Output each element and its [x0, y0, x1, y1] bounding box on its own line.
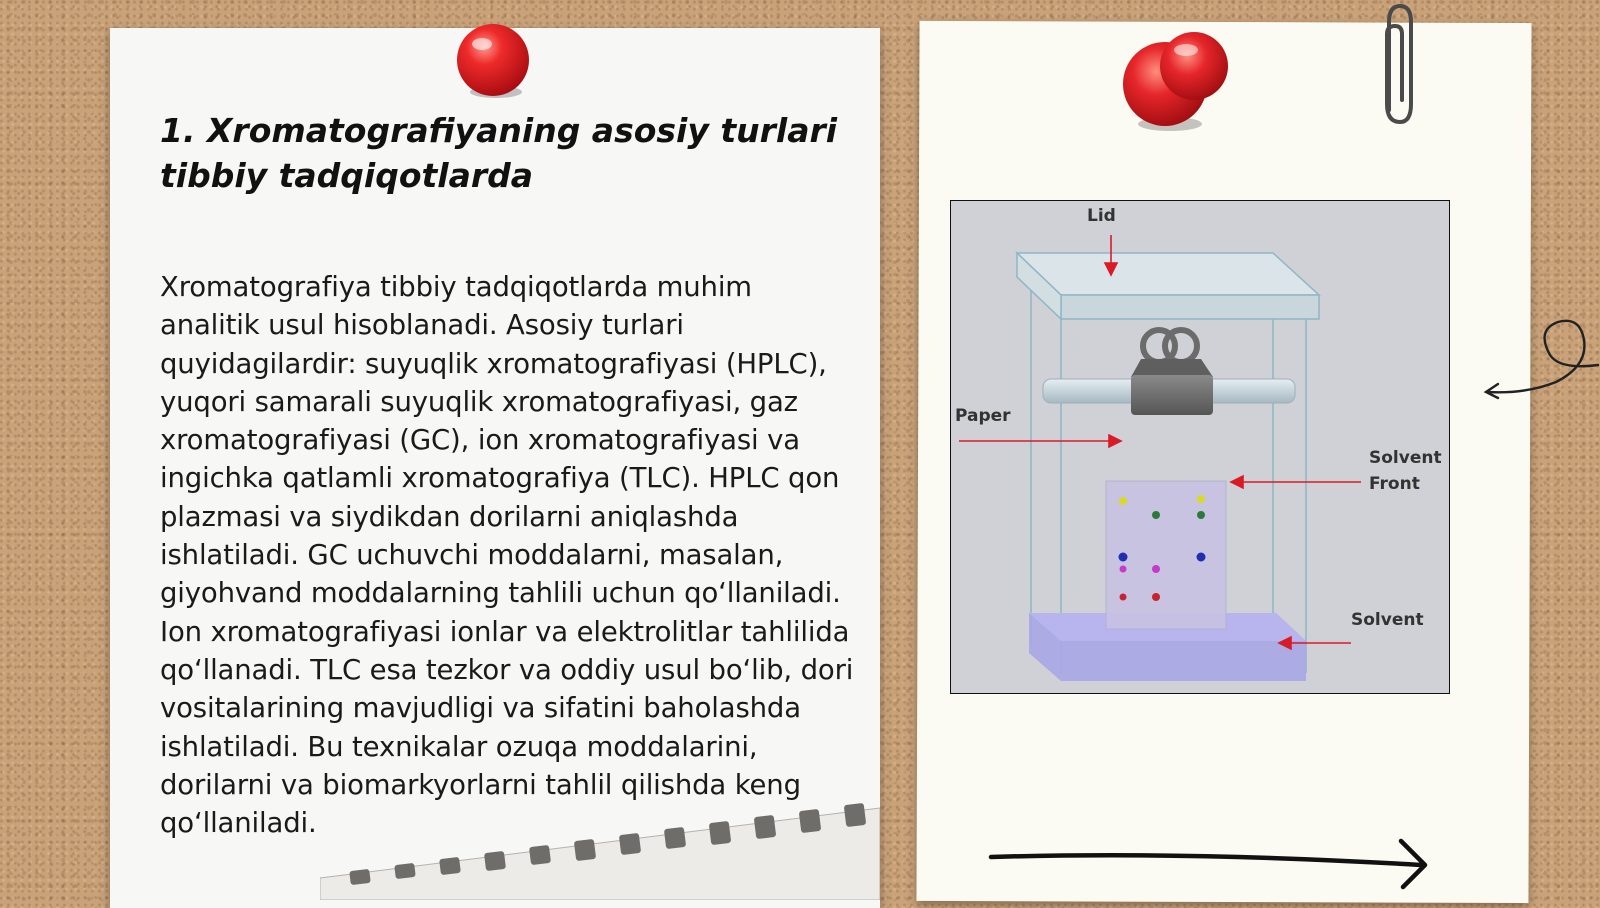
label-solvent: Solvent	[1351, 610, 1424, 630]
note-body-text: Xromatografiya tibbiy tadqiqotlarda muhim analitik usul hisoblanadi. Asosiy turlari quyidagilardir: suyuqlik xromatografiyasi (HPLC), yuqori samarali suyuqlik xromatografiyasi, gaz xromatografiyasi (GC), ion xromatografiyasi va ingichka qatlamli xromatografiya (TLC). HPLC qon plazmasi va siydikdan dorilarni aniqlashda ishlatiladi. GC uchuvchi moddalarni, masalan, giyohvand moddalarning tahlili uchun qo‘llaniladi. Ion xromatografiyasi ionlar va elektrolitlar tahlilida qo‘llanadi. TLC esa tezkor va oddiy usul bo‘lib, dori vositalarining mavjudligi va sifatini baholashda ishlatiladi. Bu texnikalar ozuqa moddalarini, dorilarni va biomarkyorlarni tahlil qilishda keng qo‘llaniladi.	[160, 271, 854, 840]
label-lid: Lid	[1087, 206, 1116, 226]
label-solvent-front-line1: Solvent	[1369, 448, 1442, 468]
red-pushpin-icon	[1120, 28, 1240, 136]
red-pushpin-icon	[452, 20, 534, 102]
tlc-chamber-figure	[950, 200, 1450, 694]
chamber-lid	[1017, 253, 1319, 319]
tlc-chamber-diagram	[951, 201, 1448, 692]
note-title: 1. Xromatografiyaning asosiy turlari tibbiy tadqiqotlarda	[160, 111, 838, 195]
label-solvent-front-line2: Front	[1369, 474, 1420, 494]
binder-clip-icon	[1131, 330, 1213, 415]
curly-arrow-doodle-icon	[1480, 310, 1600, 420]
paperclip-icon	[1375, 0, 1425, 130]
torn-paper-strip	[320, 800, 880, 900]
label-paper: Paper	[955, 406, 1011, 426]
left-note-card	[110, 28, 880, 908]
right-arrow-icon	[985, 835, 1445, 895]
